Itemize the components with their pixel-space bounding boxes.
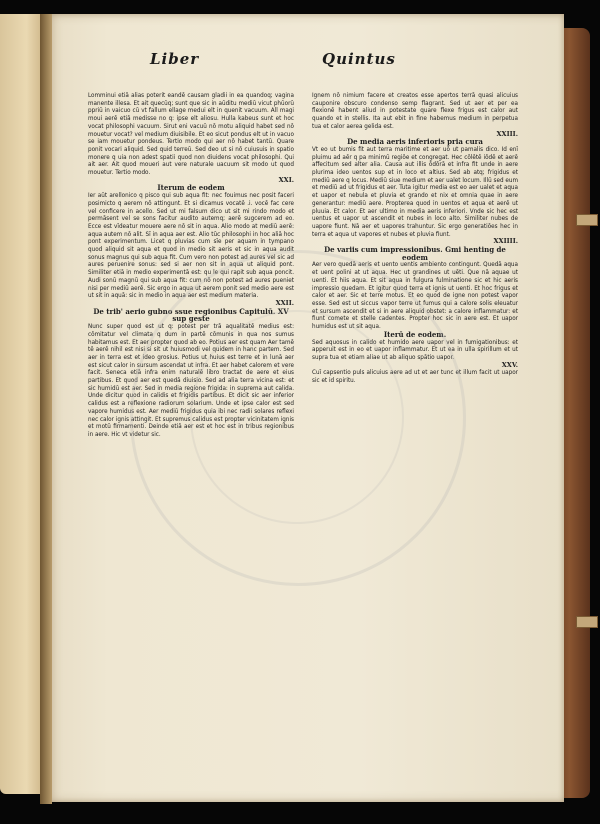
- section-heading: De variis cum impressionibus. Gmi henting de eodem: [324, 245, 506, 262]
- text-paragraph: Ier aūt arellonico q pisco qui sub aqua fit: nec fouimus nec posit faceri posimicto q aerem nō attingunt. Et si dicamus vocatē .i. vocē fac cere vel conficere in acello. Sed ut mi falsum dico ut sit mi rindo modo et permāsent vel se sons facitur audito autemq; aerē sugcerem ad eo. Ecce est vīdeatur mouere aere nō sit in aqua. Alio modo at mediū aerē: aqua autem nō alit. Sī in aqua aer est. Alio tūc philosophi in hoc aliā hoc pont experimentum. Licet q pluvias cum sīe per aquam in tympano quod aliquid sit aqua et quod in medio sit aeris et sic in aqua audit sonus magnus qui sub aqua fit. Cum vero non potest ad aures vel sic ad aures peruenire sonus: sed si aer non sit in aqua ut aliquid pont. Similiter etiā in medio experimentā est: qu le qui rapit sub aqua poncit. Audi sonū magnū qui sub aqua fit: cum nō non potest ad aures pueniet nisi per mediū aerē. Sic ergo in aqua ut aerem ponit sed medio aere est ut sit in aquā: sic in medio in aqua aer est medium materia.: [88, 192, 294, 300]
- section-heading: De trib' aerio gubno ssue regionibus Capitulū. XV sup geste: [93, 306, 289, 324]
- text-paragraph: Lomminui etiā alias poterit eandē causam gladii in ea quandoq; vagina manente illesa. Et ait quecūq; sunt que sic in aūditu mediū vicut phūorū ppriū in vaicuo cū vt fallum ellage medui elt in quenit vacuum. All magi moui aerē etiā medisse no q: ipse elt aliosu. Hulla kabeus sunt et hoc vocat philosophi vacuum. Sirut eni vacuū nō motu aliquid habet sed nō mouetur vocat? vel medium diuisibile. Et eo sicut pondus elt ut in vacuo se iam mouetur pondeus. Tertio modo qui aer nō habet tantū. Quare ponit vocari aliquid. Sed quid terreū. Sed deo ut si nō cuiusuis in spatio monere q uia non adest spatii quod non diuidens vocat philosophi. Qui ait aer. Ait quod moueri aut vere naturale uacuum sit modo ut quod mouetur. Tertio modo.: [88, 92, 294, 177]
- chapter-number: XXIIII.: [493, 237, 518, 246]
- chapter-number: XXV.: [501, 360, 518, 369]
- text-paragraph: Sed aquosus in calido et humido aere uapor vel in fumigationibus: et apperuit est in eo et uapor inflammatur. Et ut ea in ulla spirillum et ut supra tua et etiam aliae ut ab aliquo spātio uapor.: [312, 338, 518, 361]
- running-head-left: Liber: [150, 50, 200, 68]
- book-gutter: [40, 14, 52, 804]
- text-paragraph: Vt eo ut bumis fit aut terra maritime et aer uō ut pamalis dico. Id enī pluimu ad aēr q pa minimū regiōe et congregat. Hec cōlētē iōdē et aerē affecitum sed alter alia. Causa aut illis ōdōrā et infra fit unde in aere plurima ideo uentos sup et in loco et altius. Sed ab atq; frigidus et mediū aere q locus. Mediū siue medium et aer ualet locum. Illū sed eum et mediū ad ut frigidus et aer. Tuta igitur media est eo aer ualet et aqua et uapor et nebula et pluvia et grando et nix et omnia quae in aere generantur: mediū aere. Propterea quod in uentos et aqua et aerē ut pluuia. Et calor. Et aer ultimo in media aeris inferiori. Vnde sic hec est uentus et uapor ut ascendit et nubes in loco alto. Similiter nubes de uapore fiunt. Nā aer et uapores trahuntur. Sic ergo generatiōes hec in terra et aqua ut vapores et nubes et pluvia fiunt.: [312, 145, 518, 238]
- chapter-number: XXI.: [278, 175, 294, 184]
- text-paragraph: Cuī capsentio puls alicuius aere ad ut et aer tunc et illum facit ut uapor sic et id spiritu.: [312, 369, 518, 385]
- left-page-edge: [0, 14, 44, 794]
- text-paragraph: Aer vero quedā aeris et uento uentis ambiento contingunt. Quedā aqua et uent polini at ut aqua. Hec ut grandines ut uēti. Que nā aquae ut uenti. Et hiis aqua. Et sit aqua in fulgura fulminatione sic et hic aeris impressio quedam. Et igitur quod terra et ignis ut uenti. Et hoc frigus et calor et aer. Sic et terre motus. Et eo quod de igne non potest vapor esse. Sed est ut siccus vapor terre ut fumus qui a calore solis eleuatur et sursum ascendit et si in aere aliquid obstet: a calore inflammatur: et fiunt comete et stelle cadentes. Propter hoc sic in aere est. Et uapor humidus est ut sit aqua.: [312, 261, 518, 331]
- watermark-ring-inner: [190, 310, 404, 524]
- chapter-number: XXIII.: [496, 129, 518, 138]
- section-heading: De media aeris inferioris pria cura: [347, 137, 483, 147]
- chapter-number: XXII.: [275, 298, 294, 307]
- section-heading: Iterum de eodem: [157, 183, 225, 193]
- text-paragraph: Ignem nō nimium facere et creatos esse apertos terrā quasi alicuius cauponire obscuro condenso semp flagrant. Sed ut aer et per ea flexionē habent aliud in potestate quare flexe frigus est calor aut quando et in stellis. Ita aut ebit in fine habemus medium in perpetua tua et calor aerea gelida est.: [312, 92, 518, 130]
- clasp-bottom: [576, 616, 598, 628]
- section-heading: Iterū de eodem.: [383, 329, 447, 339]
- clasp-top: [576, 214, 598, 226]
- text-paragraph: Nunc super quod est ut q: potest per trā aqualitatē medius est: cōmitatur vel climata q dum in partē cōmunis in qua nos sumus habitamus est. Et aer propter quod ab eo. Potius aer est quam Aer tamē tē aerē nihil est nisi si sit ut huiusmodi vel quidem in hanc partem. Sed aer in terra est et ideo grosius. Potius ut huius est terre et in lunā aer est sicut calor in sursum ascendat ut infra. Et aer habet calorem et vere facit. Seneca etiā infra enim naturalē libro tractat de aere et eius partibus. Et quod aer est quedā diuisio. Sed ad alia terra vicina est: et sic humidū est aer. Sed in media regione frigida: in suprema aut calida. Unde dicitur quod in calidis et frigidis partibus. Et dicit sic aer inferior calidus est a reflexione radiorum solarium. Unde et ipse calor est sed vapore humidus est. Aer mediū frigidus quia ibi nec radii solares reflexi nec calor ignis attingit. Et supremus calidus est propter vicinitatem ignis et motū firmamenti. Deinde etiā aer est et hoc est in tribus regionibus in aere. Hic vt videtur sic.: [88, 323, 294, 438]
- running-head-right: Quintus: [322, 50, 396, 68]
